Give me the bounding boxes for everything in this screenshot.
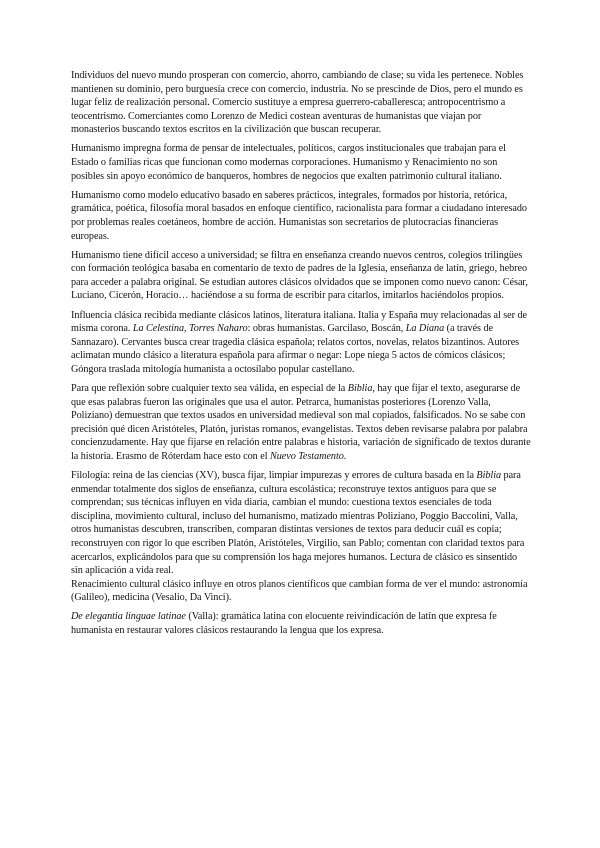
paragraph-modelo-educativo bbox=[71, 189, 531, 243]
text-segment: (a través de Sannazaro). Cervantes busca crear tragedia clásica española; relatos cortos, novelas, relatos bizantinos. Autores aclimatan mundo clásico a literatura española para afirmar o negar: Lope niega 5 actos de cómicos clásicos; Góngora traslada mitología humanista a octosílabo popular castellano. bbox=[71, 323, 520, 375]
italic-title: Torres Naharo bbox=[189, 323, 248, 335]
text-segment: , hay que fijar el texto, asegurarse de que esas palabras fueron las originales que usa el autor. Petrarca, humanistas posteriores (Lorenzo Valla, Poliziano) demuestran que textos usados en universidad medieval son mal copiados, falsificados. No se sabe con precisión qué dicen Aristóteles, Platón, juristas romanos, evangelistas. Textos deben revisarse palabra por palabra concienzudamente. Hay que fijarse en relación entre palabras e historia, variación de significado de textos durante la historia. Erasmo de Róterdam hace esto con el bbox=[71, 382, 531, 462]
italic-title: Biblia bbox=[347, 382, 373, 394]
text-segment: para enmendar totalmente dos siglos de enseñanza, cultura escolástica; reconstruye textos antiguos para que se comprendan; sus técnicas influyen en vida diaria, cambian el mundo: cuestiona textos esenciales de toda disciplina, movimiento cultural, incluso del humanismo, matizado mientras Poliziano, Poggio Baccolini, Valla, otros humanistas descubren, transcriben, comparan distintas versiones de textos para deducir cuál es copia; reconstruyen con rigor lo que escriben Platón, Aristóteles, Virgilio, san Pablo; comentan con claridad textos para acercarlos, explicándolos para que su comprensión los haga mejores humanos. Lectura de clásico es sinsentido sin aplicación a vida real. bbox=[71, 470, 525, 577]
text-segment: (Valla): gramática latina con elocuente reivindicación de latín que expresa fe humanista en restaurar valores clásicos restaurando la lengua que los expresa. bbox=[71, 611, 497, 637]
text-segment: Humanismo como modelo educativo basado en saberes prácticos, integrales, formados por historia, retórica, gramática, poética, filosofía moral basados en enfoque científico, racionalista para formar a ciudadano interesado por problemas reales coetáneos, hombre de acción. Humanistas son secretarios de plutocracias financieras europeas. bbox=[71, 189, 527, 242]
italic-title: La Celestina bbox=[132, 323, 185, 335]
italic-title: Biblia bbox=[476, 470, 502, 482]
text-segment: Filología: reina de las ciencias (XV), busca fijar, limpiar impurezas y errores de cultura basada en la bbox=[71, 470, 477, 482]
text-segment: Renacimiento cultural clásico influye en otros planos científicos que cambian forma de ver el mundo: astronomía (Galileo), medicina (Vesalio, Da Vinci). bbox=[71, 578, 528, 604]
text-segment: Para que reflexión sobre cualquier texto sea válida, en especial de la bbox=[71, 382, 348, 394]
document-page bbox=[71, 69, 531, 643]
italic-title: La Diana bbox=[405, 323, 445, 335]
text-segment: Influencia clásica recibida mediante clásicos latinos, literatura italiana. Italia y España muy relacionadas al ser de misma corona. bbox=[71, 309, 528, 335]
italic-title: De elegantia linguae latinae bbox=[71, 611, 186, 623]
paragraph-reflexion-texto bbox=[71, 382, 531, 464]
paragraph-filologia bbox=[71, 469, 531, 578]
paragraph-humanismo-pensar bbox=[71, 142, 531, 183]
paragraph-universidad bbox=[71, 249, 531, 303]
paragraph-comercio bbox=[71, 69, 531, 137]
text-segment: , bbox=[184, 323, 190, 335]
italic-title: Nuevo Testamento bbox=[269, 450, 344, 462]
text-segment: Individuos del nuevo mundo prosperan con comercio, ahorro, cambiando de clase; su vida les pertenece. Nobles mantienen su dominio, pero burguesía crece con comercio, industria. No se prescinde de Dios, pero el mundo es lugar feliz de realización personal. Comercio sustituye a empresa guerrero-caballeresca; antropocentrismo a teocentrismo. Comerciantes como Lorenzo de Medici costean aventuras de humanistas que viajan por monasterios buscando textos escritos en la civilización que buscan recuperar. bbox=[71, 70, 524, 136]
text-segment: Humanismo impregna forma de pensar de intelectuales, políticos, cargos institucionales que trabajan para el Estado o familias ricas que funcionan como modernas corporaciones. Humanismo y Renacimiento no son posibles sin apoyo económico de banqueros, hombres de negocios que exalten patrimonio cultural italiano. bbox=[71, 143, 506, 182]
paragraph-renacimiento-cultural bbox=[71, 578, 531, 605]
paragraph-elegantia bbox=[71, 610, 531, 637]
text-segment: . bbox=[343, 450, 347, 462]
text-segment: : obras humanistas. Garcilaso, Boscán, bbox=[247, 323, 406, 335]
paragraph-influencia-clasica bbox=[71, 309, 531, 377]
text-segment: Humanismo tiene difícil acceso a universidad; se filtra en enseñanza creando nuevos centros, colegios trilingües con formación teológica basaba en comentario de texto de padres de la Iglesia, enseñanza de latín, griego, hebreo para acceder a palabra original. Se estudian autores clásicos olvidados que se imponen como nuevo canon: César, Luciano, Cicerón, Horacio… haciéndose a su forma de escribir para citarlos, imitarlos haciéndolos propios. bbox=[71, 249, 528, 302]
